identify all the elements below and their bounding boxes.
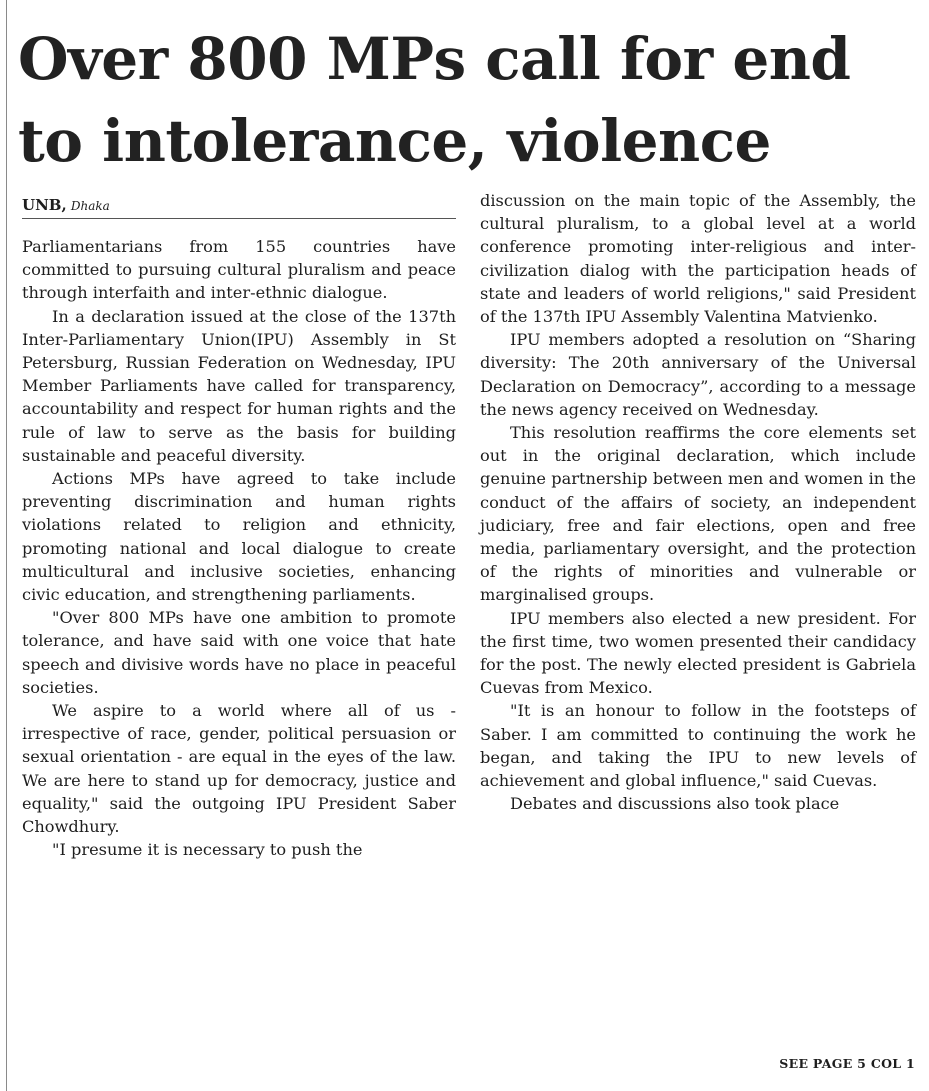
article-paragraph: In a declaration issued at the close of the 137th Inter-Parliamentary Union(IPU) Assembly in St Petersburg, Russian Federation on Wednesday, IPU Member Parliaments have called for transparency, accountability and respect for human rights and the rule of law to serve as the basis for building sustainable and peaceful diversity. xyxy=(22,306,456,465)
byline xyxy=(22,196,110,214)
article-paragraph: discussion on the main topic of the Assembly, the cultural pluralism, to a global level at a world conference promoting inter-religious and inter-civilization dialog with the participation heads of state and leaders of world religions," said President of the 137th IPU Assembly Valentina Matvienko. xyxy=(480,191,916,327)
continuation-note: SEE PAGE 5 COL 1 xyxy=(779,1056,915,1071)
headline-line-2: to intolerance, violence xyxy=(18,107,771,175)
article-paragraph: We aspire to a world where all of us - irrespective of race, gender, political persuasion or sexual orientation - are equal in the eyes of the law. We are here to stand up for democracy, justice and equality," said the outgoing IPU President Saber Chowdhury. xyxy=(22,701,456,837)
article-column-left xyxy=(22,235,456,861)
article-paragraph: "I presume it is necessary to push the xyxy=(52,840,363,860)
byline-agency: UNB, xyxy=(22,196,67,214)
byline-place: Dhaka xyxy=(70,199,110,213)
article-paragraph: This resolution reaffirms the core elements set out in the original declaration, which include genuine partnership between men and women in the conduct of the affairs of society, an independent judiciary, free and fair elections, open and free media, parliamentary oversight, and the protection of the rights of minorities and vulnerable or marginalised groups. xyxy=(480,423,916,605)
article-paragraph: "It is an honour to follow in the footsteps of Saber. I am committed to continuing the work he began, and taking the IPU to new levels of achievement and global influence," said Cuevas. xyxy=(480,701,916,791)
article-column-right xyxy=(480,189,916,815)
page-left-border xyxy=(6,0,7,1091)
article-paragraph: Actions MPs have agreed to take include preventing discrimination and human rights violations related to religion and ethnicity, promoting national and local dialogue to create multicultural and inclusive societies, enhancing civic education, and strengthening parliaments. xyxy=(22,469,456,605)
headline-line-1: Over 800 MPs call for end xyxy=(18,25,851,93)
article-paragraph: IPU members also elected a new president. For the first time, two women presented their candidacy for the post. The newly elected president is Gabriela Cuevas from Mexico. xyxy=(480,608,916,698)
article-paragraph: Debates and discussions also took place xyxy=(510,794,840,814)
byline-divider xyxy=(22,218,456,219)
article-paragraph: "Over 800 MPs have one ambition to promote tolerance, and have said with one voice that hate speech and divisive words have no place in peaceful societies. xyxy=(22,608,456,697)
article-paragraph: IPU members adopted a resolution on “Sharing diversity: The 20th anniversary of the Universal Declaration on Democracy”, according to a message the news agency received on Wednesday. xyxy=(480,330,916,419)
headline xyxy=(18,18,923,182)
article-paragraph: Parliamentarians from 155 countries have committed to pursuing cultural pluralism and peace through interfaith and inter-ethnic dialogue. xyxy=(22,237,456,303)
